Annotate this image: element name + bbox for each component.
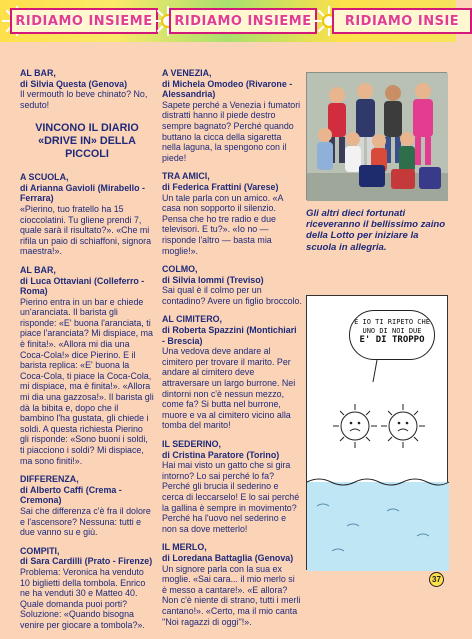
joke-author: di Alberto Caffi (Crema - Cremona): [20, 484, 122, 506]
joke-heading: DIFFERENZA,: [20, 474, 79, 485]
left-column: [20, 68, 154, 639]
joke-tra-amici: [162, 171, 302, 256]
joke-al-bar-1: [20, 68, 154, 110]
winners-heading: VINCONO IL DIARIO «DRIVE IN» DELLA PICCOLI: [35, 122, 139, 160]
joke-text: Sai qual è il colmo per un contadino? Avere un figlio broccolo.: [162, 285, 302, 306]
joke-compiti: [20, 546, 154, 631]
joke-text: Hai mai visto un gatto che si gira intorno? Lo sai perché lo fa? Perché gli brucia il sederino e cerca di leccarselo! E lo sai perché la gallina è sempre in movimento? Perché ha l'uovo nel sederino e non sa dove metterlo!: [162, 460, 300, 534]
joke-author: di Silvia Iommi (Treviso): [162, 274, 264, 285]
joke-text: Un signore parla con la sua ex moglie. «Sai cara... il mio merlo si è messo a cantare!». «E allora? Non c'è niente di strano, tutti i merli cantano!». «Certo, ma il mio canta ''Noi ragazzi di oggi''!».: [162, 563, 301, 627]
cartoon-panel: [306, 295, 448, 570]
bubble-line: E IO TI RIPETO CHE: [354, 318, 430, 326]
joke-differenza: [20, 474, 154, 538]
banner-title-3: RIDIAMO INSIE: [332, 8, 472, 34]
joke-text: Una vedova deve andare al cimitero per trovare il marito. Per andare al cimitero deve attraversare un largo burrone. Nei dintorni non c'è nessun mezzo, come fa? Si butta nel burrone, muore e va al cimitero vicino alla tomba del marito!: [162, 346, 296, 431]
joke-text: Un tale parla con un amico. «A casa non sopporto il silenzio. Pensa che ho tre radio e due televisori. E tu?». «Io no — risponde l'altro — basta mia moglie!».: [162, 192, 283, 256]
banner-title-2: RIDIAMO INSIEME: [169, 8, 317, 34]
joke-a-scuola: [20, 172, 154, 257]
joke-heading: AL BAR,: [20, 68, 56, 78]
bubble-line: E' DI TROPPO: [359, 335, 425, 345]
joke-il-sederino: [162, 439, 302, 534]
joke-author: di Roberta Spazzini (Montichiari - Brescia): [162, 325, 297, 346]
joke-author: di Luca Ottaviani (Colleferro - Roma): [20, 275, 145, 297]
joke-al-bar-2: [20, 265, 154, 466]
winners-photo: [306, 72, 447, 200]
banner-title-1: RIDIAMO INSIEME: [10, 8, 158, 34]
joke-il-merlo: [162, 542, 302, 627]
joke-heading: IL MERLO,: [162, 542, 207, 553]
joke-heading: AL BAR,: [20, 264, 56, 275]
joke-text: Sai che differenza c'è fra il dolore e l'ascensore? Nessuna: tutti e due vanno su e giù.: [20, 505, 151, 538]
joke-heading: A VENEZIA,: [162, 68, 212, 78]
joke-heading: AL CIMITERO,: [162, 314, 222, 325]
joke-text: Pierino entra in un bar e chiede un'aranciata. Il barista gli risponde: «E' buona l'aranciata, ti piace l'aranciata? Mi dispiace, ma è finita!». «Allora mi dia una Coca-Cola!» dice Pierino. E il barista replica: «E' buona la Coca-Cola, ti piace la Coca-Cola, mi dispiace, ma è finita!». «Allora mi dia una gazzosa!». Il barista gli dà la bibita e, dopo che il bambino l'ha gustata, gli chiede i soldi. A questa richiesta Pierino gli risponde: «Sono buoni i soldi, ti piacciono i soldi? Mi dispiace, ma sono finiti!».: [20, 296, 154, 466]
middle-column: [162, 68, 302, 635]
photo-caption: Gli altri dieci fortunati riceveranno il bellissimo zaino della Lotto per iniziare la scuola in allegria.: [306, 208, 446, 253]
bubble-line: UNO DI NOI DUE: [362, 327, 422, 335]
joke-heading: TRA AMICI,: [162, 171, 210, 182]
joke-author: di Arianna Gavioli (Mirabello - Ferrara): [20, 182, 145, 204]
joke-colmo: [162, 264, 302, 306]
joke-author: di Silvia Questa (Genova): [20, 78, 128, 89]
joke-author: di Michela Omodeo (Rivarone - Alessandria): [162, 78, 293, 100]
joke-author: di Cristina Paratore (Torino): [162, 449, 280, 460]
page-number: 37: [429, 572, 444, 587]
joke-heading: IL SEDERINO,: [162, 439, 222, 449]
joke-author: di Loredana Battaglia (Genova): [162, 552, 294, 563]
joke-a-venezia: [162, 68, 302, 163]
joke-heading: A SCUOLA,: [20, 172, 69, 183]
joke-text: «Pierino, tuo fratello ha 15 cioccolatini. Tu gliene prendi 7, quale sarà il risultato?». «Che mi rifila un paio di schiaffoni, signora maestra!».: [20, 203, 152, 257]
joke-heading: COLMO,: [162, 264, 198, 275]
joke-author: di Sara Cardilli (Prato - Firenze): [20, 556, 153, 567]
joke-text: Sapete perché a Venezia i fumatori distratti hanno il piede destro sempre bagnato? Perché quando buttano la cicca della sigaretta nella laguna, la spengono con il piede!: [162, 99, 301, 163]
joke-author: di Federica Frattini (Varese): [162, 181, 279, 192]
joke-text: Problema: Veronica ha venduto 10 biglietti della tombola. Enrico ne ha venduti 30 e Matteo 40. Quale domanda puoi porti? Soluzione: «Quando bisogna venire per giocare a tombola?».: [20, 566, 146, 630]
joke-al-cimitero: [162, 314, 302, 431]
header-banner: [0, 0, 460, 42]
joke-heading: COMPITI,: [20, 545, 60, 556]
joke-text: Il vermouth lo beve chinato? No, seduto!: [20, 89, 148, 110]
